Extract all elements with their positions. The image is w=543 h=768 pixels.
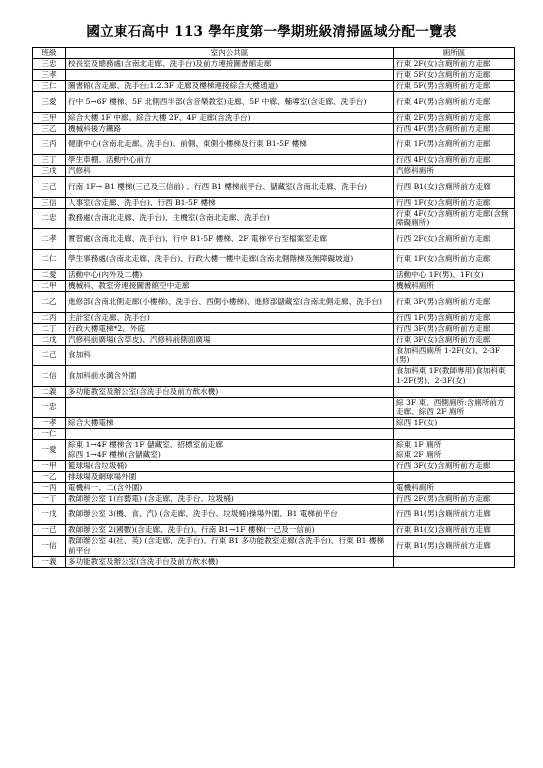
restroom-area-cell: 行東 3F(女)含廁所前方走廊	[394, 334, 515, 345]
class-cell: 一戊	[33, 504, 66, 525]
class-cell: 一乙	[33, 471, 66, 482]
table-row	[33, 123, 515, 134]
indoor-area-cell: 健康中心(含南北走廊、洗手台)、前側、東側小樓梯及行東 B1-5F 樓梯	[66, 134, 394, 155]
restroom-area-cell	[394, 386, 515, 397]
table-row	[33, 59, 515, 70]
indoor-area-cell	[66, 397, 394, 418]
class-cell: 二丙	[33, 312, 66, 323]
class-cell: 一忠	[33, 397, 66, 418]
class-cell: 二己	[33, 345, 66, 366]
restroom-area-cell: 行西 4F(女)含廁所前方走廊	[394, 155, 515, 166]
table-row	[33, 249, 515, 270]
class-cell: 一信	[33, 536, 66, 557]
header-class: 班級	[33, 48, 66, 59]
restroom-area-cell: 活動中心 1F(男)、1F(女)	[394, 270, 515, 281]
class-cell: 二愛	[33, 270, 66, 281]
restroom-area-cell: 行西 2F(女)含廁所前方走廊	[394, 229, 515, 250]
restroom-area-cell	[394, 429, 515, 440]
restroom-area-cell: 行東 B1(男)含廁所前方走廊	[394, 536, 515, 557]
indoor-area-cell: 電機科一、二(含外圍)	[66, 482, 394, 493]
class-cell: 三忠	[33, 59, 66, 70]
restroom-area-cell: 行西 1F(男)含廁所前方走廊	[394, 312, 515, 323]
indoor-area-cell: 排球場及網球場外圍	[66, 471, 394, 482]
table-row	[33, 166, 515, 177]
table-row	[33, 112, 515, 123]
header-restroom-area: 廁所區	[394, 48, 515, 59]
restroom-area-cell: 行西 1F(女)含廁所前方走廊	[394, 197, 515, 208]
class-cell: 二戊	[33, 334, 66, 345]
restroom-area-cell: 綜 3F 東、西側廁所:含廁所前方走廊、綜西 2F 廁所	[394, 397, 515, 418]
indoor-area-cell: 汽修科前廣場(含草皮)、汽修科前側面廣場	[66, 334, 394, 345]
class-cell: 三丙	[33, 134, 66, 155]
indoor-area-cell: 人事室(含走廊、洗手台)、行西 B1-5F 樓梯	[66, 197, 394, 208]
class-cell: 三仁	[33, 81, 66, 92]
class-cell: 三孝	[33, 70, 66, 81]
restroom-area-cell: 汽修科廁所	[394, 166, 515, 177]
indoor-area-cell: 行南 1F→ B1 樓梯(三己及三信前) 、行西 B1 樓梯前平台、儲藏室(含南北走廊、洗手台)	[66, 177, 394, 198]
restroom-area-cell: 行東 1F(男)含廁所前方走廊	[394, 134, 515, 155]
restroom-area-cell: 行東 4F(女)含廁所前方走廊(含無障礙廁所)	[394, 208, 515, 229]
class-cell: 三己	[33, 177, 66, 198]
table-row	[33, 440, 515, 461]
table-row	[33, 229, 515, 250]
table-row	[33, 312, 515, 323]
class-cell: 三乙	[33, 123, 66, 134]
class-cell: 二甲	[33, 281, 66, 292]
class-cell: 二孝	[33, 229, 66, 250]
table-row	[33, 81, 515, 92]
restroom-area-cell: 行東 2F(女)含廁所前方走廊	[394, 59, 515, 70]
restroom-area-cell: 行西 4F(男)含廁所前方走廊	[394, 123, 515, 134]
indoor-area-cell: 籃球場(含垃圾桶)	[66, 460, 394, 471]
indoor-area-cell: 綜合大樓 1F 中廊、綜合大樓 2F、4F 走廊(含洗手台)	[66, 112, 394, 123]
indoor-area-cell: 綜東 1→4F 樓梯含 1F 儲藏室、招標室前走廊 綜西 1→4F 樓梯(含儲藏室)	[66, 440, 394, 461]
table-header-row	[33, 48, 515, 59]
class-cell: 二義	[33, 386, 66, 397]
indoor-area-cell: 校長室及總務處(含南北走廊、洗手台)及前方連接圖書館走廊	[66, 59, 394, 70]
restroom-area-cell: 食加科東 1F(教師專用)食加科東 1-2F(男)、2-3F(女)	[394, 366, 515, 387]
table-row	[33, 292, 515, 313]
class-cell: 一愛	[33, 440, 66, 461]
indoor-area-cell: 主計室(含走廊、洗手台)	[66, 312, 394, 323]
indoor-area-cell: 汽修科	[66, 166, 394, 177]
table-row	[33, 177, 515, 198]
indoor-area-cell: 教師辦公室 1(自藝電) (含走廊、洗手台、垃圾桶)	[66, 493, 394, 504]
restroom-area-cell: 行東 B1(女)含廁所前方走廊	[394, 525, 515, 536]
restroom-area-cell: 行西 3F(男)含廁所前方走廊	[394, 323, 515, 334]
header-indoor-area: 室內公共區	[66, 48, 394, 59]
indoor-area-cell	[66, 70, 394, 81]
class-cell: 一孝	[33, 418, 66, 429]
table-row	[33, 386, 515, 397]
class-cell: 二忠	[33, 208, 66, 229]
table-row	[33, 397, 515, 418]
indoor-area-cell: 食加科	[66, 345, 394, 366]
table-row	[33, 536, 515, 557]
restroom-area-cell	[394, 471, 515, 482]
indoor-area-cell: 圖書館(含走廊、洗手台;1.2.3F 走廊及樓梯連接綜合大樓通道)	[66, 81, 394, 92]
table-row	[33, 197, 515, 208]
indoor-area-cell: 教師辦公室 4(社、英) (含走廊、洗手台)、行東 B1 多功能教室走廊(含洗手台)、行東 B1 樓梯前平台	[66, 536, 394, 557]
class-cell: 一甲	[33, 460, 66, 471]
class-cell: 三甲	[33, 112, 66, 123]
indoor-area-cell: 教師辦公室 2(國數)(含走廊、洗手台)、行南 B1→1F 樓梯(一己及一信前)	[66, 525, 394, 536]
restroom-area-cell: 行東 5F(男)含廁所前方走廊	[394, 81, 515, 92]
table-row	[33, 493, 515, 504]
indoor-area-cell: 食加科前水溝含外圍	[66, 366, 394, 387]
restroom-area-cell: 行東 5F(女)含廁所前方走廊	[394, 70, 515, 81]
restroom-area-cell: 行東 1F(女)含廁所前方走廊	[394, 249, 515, 270]
restroom-area-cell: 綜西 1F(女)	[394, 418, 515, 429]
class-cell: 三愛	[33, 92, 66, 113]
indoor-area-cell: 學生事務處(含南北走廊、洗手台)、行政大樓一樓中走廊(含南北側階梯及無障礙坡道)	[66, 249, 394, 270]
restroom-area-cell: 行東 2F(男)含廁所前方走廊	[394, 112, 515, 123]
indoor-area-cell: 行政大樓電梯*2、外庭	[66, 323, 394, 334]
indoor-area-cell: 教務處(含南北走廊、洗手台)、主機室(含南北走廊、洗手台)	[66, 208, 394, 229]
indoor-area-cell	[66, 429, 394, 440]
table-row	[33, 281, 515, 292]
table-row	[33, 556, 515, 567]
restroom-area-cell: 行東 4F(男)含廁所前方走廊	[394, 92, 515, 113]
indoor-area-cell: 多功能教室及辦公室(含洗手台及前方飲水機)	[66, 556, 394, 567]
restroom-area-cell	[394, 556, 515, 567]
table-row	[33, 525, 515, 536]
restroom-area-cell: 行東 3F(男)含廁所前方走廊	[394, 292, 515, 313]
table-row	[33, 134, 515, 155]
table-row	[33, 418, 515, 429]
class-cell: 二信	[33, 366, 66, 387]
restroom-area-cell: 行西 3F(女)含廁所前方走廊	[394, 460, 515, 471]
indoor-area-cell: 進修部(含南北側走廊(小樓梯)、洗手台、西側小樓梯)、進修部儲藏室(含南北側走廊、洗手台)	[66, 292, 394, 313]
table-row	[33, 345, 515, 366]
class-cell: 一己	[33, 525, 66, 536]
indoor-area-cell: 機械科、教室旁連接圖書館空中走廊	[66, 281, 394, 292]
indoor-area-cell: 綜合大樓電梯	[66, 418, 394, 429]
class-cell: 一義	[33, 556, 66, 567]
restroom-area-cell: 行西 B1(女)含廁所前方走廊	[394, 177, 515, 198]
class-cell: 三丁	[33, 155, 66, 166]
restroom-area-cell: 行西 2F(男)含廁所前方走廊	[394, 493, 515, 504]
class-cell: 二丁	[33, 323, 66, 334]
table-row	[33, 323, 515, 334]
table-row	[33, 70, 515, 81]
table-row	[33, 270, 515, 281]
indoor-area-cell: 活動中心(內外及二樓)	[66, 270, 394, 281]
table-row	[33, 504, 515, 525]
table-row	[33, 208, 515, 229]
table-body	[33, 59, 515, 568]
restroom-area-cell: 綜東 1F 廁所 綜東 2F 廁所	[394, 440, 515, 461]
restroom-area-cell: 機械科廁所	[394, 281, 515, 292]
table-row	[33, 366, 515, 387]
class-cell: 一丁	[33, 493, 66, 504]
indoor-area-cell: 教師辦公室 3(機、食、汽) (含走廊、洗手台、垃圾桶)操場外圍、B1 電梯前平台	[66, 504, 394, 525]
indoor-area-cell: 機械科後方鐵路	[66, 123, 394, 134]
indoor-area-cell: 學生車棚、活動中心前方	[66, 155, 394, 166]
indoor-area-cell: 行中 5→6F 樓梯、5F 北側西半部(含音樂教室)走廊、5F 中廊、輔導室(含走廊、洗手台)	[66, 92, 394, 113]
class-cell: 三戊	[33, 166, 66, 177]
table-row	[33, 92, 515, 113]
class-cell: 二仁	[33, 249, 66, 270]
class-cell: 三信	[33, 197, 66, 208]
indoor-area-cell: 多功能教室及辦公室(含洗手台及前方飲水機)	[66, 386, 394, 397]
cleaning-assignment-table	[32, 47, 515, 568]
class-cell: 一丙	[33, 482, 66, 493]
table-row	[33, 482, 515, 493]
table-row	[33, 429, 515, 440]
class-cell: 一仁	[33, 429, 66, 440]
restroom-area-cell: 電機科廁所	[394, 482, 515, 493]
table-row	[33, 334, 515, 345]
restroom-area-cell: 食加科西廁所 1-2F(女)、2-3F(男)	[394, 345, 515, 366]
page-title: 國立東石高中 113 學年度第一學期班級清掃區域分配一覽表	[86, 24, 457, 40]
table-row	[33, 471, 515, 482]
indoor-area-cell: 實習處(含南北走廊、洗手台)、行中 B1-5F 樓梯、2F 電梯平台至檔案室走廊	[66, 229, 394, 250]
restroom-area-cell: 行西 B1(男)含廁所前方走廊	[394, 504, 515, 525]
table-row	[33, 155, 515, 166]
table-row	[33, 460, 515, 471]
class-cell: 二乙	[33, 292, 66, 313]
